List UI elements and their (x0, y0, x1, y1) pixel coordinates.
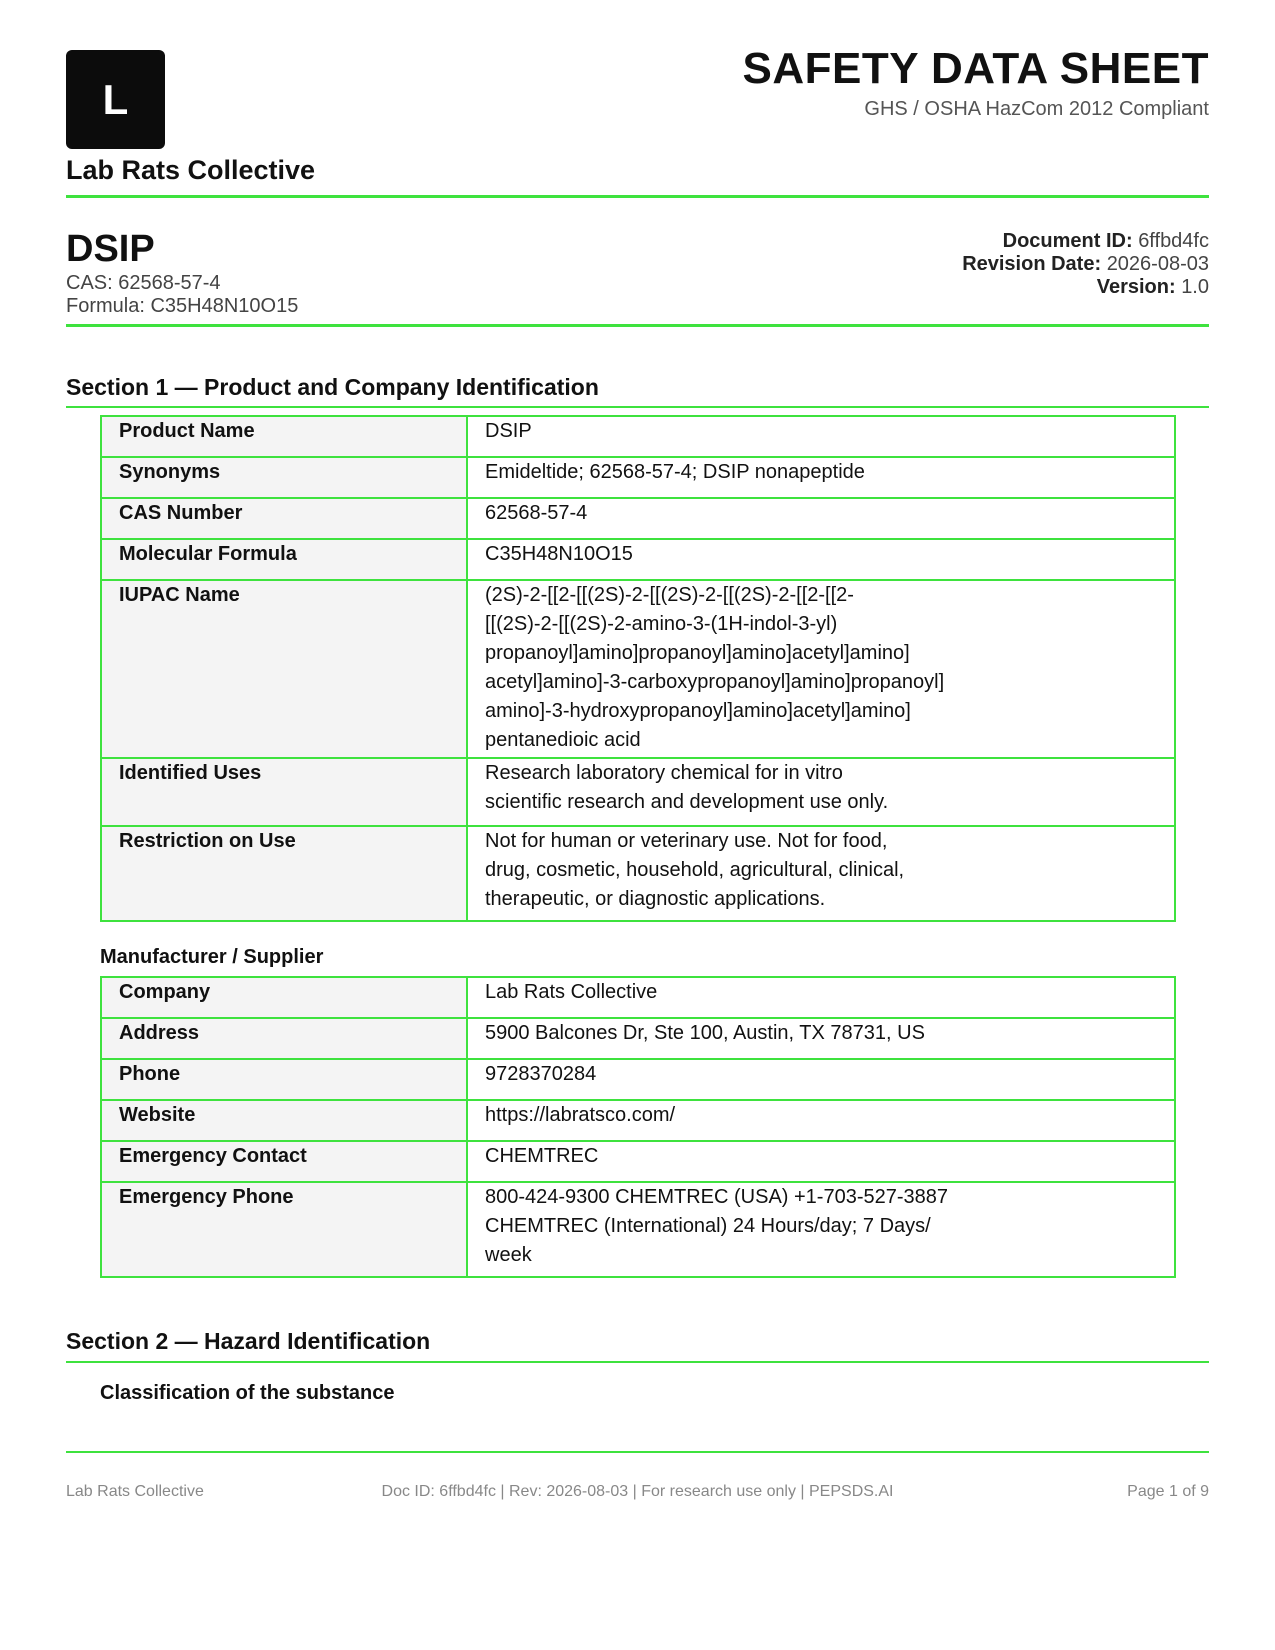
row-value: 800-424-9300 CHEMTREC (USA) +1-703-527-3887 CHEMTREC (International) 24 Hours/day; 7 Days/ week (467, 1182, 1175, 1277)
row-value: Emideltide; 62568-57-4; DSIP nonapeptide (467, 457, 1175, 498)
footer-divider (66, 1451, 1209, 1453)
row-key: CAS Number (101, 498, 467, 539)
row-key: Company (101, 977, 467, 1018)
document-id-label: Document ID: (1002, 230, 1133, 252)
table-row (101, 826, 1175, 921)
version-line (962, 276, 1209, 299)
row-value: 62568-57-4 (467, 498, 1175, 539)
row-key: Emergency Contact (101, 1141, 467, 1182)
row-key: Emergency Phone (101, 1182, 467, 1277)
row-key: Molecular Formula (101, 539, 467, 580)
logo-letter: L (102, 75, 129, 123)
revision-date-value: 2026-08-03 (1106, 253, 1209, 275)
row-key: Website (101, 1100, 467, 1141)
product-divider (66, 324, 1209, 327)
document-id-line (962, 230, 1209, 253)
table-row (101, 758, 1175, 826)
row-value: 5900 Balcones Dr, Ste 100, Austin, TX 78731, US (467, 1018, 1175, 1059)
supplier-table (100, 976, 1176, 1278)
supplier-heading: Manufacturer / Supplier (100, 946, 324, 968)
table-row (101, 1141, 1175, 1182)
row-key: IUPAC Name (101, 580, 467, 758)
row-value: DSIP (467, 416, 1175, 457)
row-key: Restriction on Use (101, 826, 467, 921)
table-row (101, 1018, 1175, 1059)
row-key: Synonyms (101, 457, 467, 498)
version-label: Version: (1096, 276, 1176, 298)
product-formula: Formula: C35H48N10O15 (66, 295, 299, 317)
product-cas: CAS: 62568-57-4 (66, 272, 221, 294)
table-row (101, 498, 1175, 539)
table-row (101, 416, 1175, 457)
row-value: Lab Rats Collective (467, 977, 1175, 1018)
classification-heading: Classification of the substance (100, 1382, 395, 1404)
row-value: https://labratsco.com/ (467, 1100, 1175, 1141)
document-subtitle: GHS / OSHA HazCom 2012 Compliant (864, 98, 1209, 120)
footer-company: Lab Rats Collective (66, 1483, 204, 1500)
table-row (101, 1100, 1175, 1141)
row-key: Identified Uses (101, 758, 467, 826)
version-value: 1.0 (1181, 276, 1209, 298)
section-1-divider (66, 406, 1209, 408)
section-2-divider (66, 1361, 1209, 1363)
table-row (101, 539, 1175, 580)
product-identification-table (100, 415, 1176, 922)
row-key: Address (101, 1018, 467, 1059)
sds-page (66, 0, 1209, 1650)
row-value: (2S)-2-[[2-[[(2S)-2-[[(2S)-2-[[(2S)-2-[[2-[[2- [[(2S)-2-[[(2S)-2-amino-3-(1H-indol-3-yl) propanoyl]amino]propanoyl]amino]acetyl]amino] acetyl]amino]-3-carboxypropanoyl]amino]propanoyl] amino]-3-hydroxypropanoyl]amino]acetyl]amino] pentanedioic acid (467, 580, 1175, 758)
revision-date-line (962, 253, 1209, 276)
document-id-value: 6ffbd4fc (1138, 230, 1209, 252)
section-1-title: Section 1 — Product and Company Identification (66, 374, 599, 400)
row-value: 9728370284 (467, 1059, 1175, 1100)
footer-page-number: Page 1 of 9 (1127, 1483, 1209, 1500)
product-title: DSIP (66, 228, 155, 270)
document-title: SAFETY DATA SHEET (742, 44, 1209, 93)
company-name: Lab Rats Collective (66, 155, 316, 185)
row-value: Not for human or veterinary use. Not for food, drug, cosmetic, household, agricultural, clinical, therapeutic, or diagnostic applications. (467, 826, 1175, 921)
row-key: Phone (101, 1059, 467, 1100)
table-row (101, 457, 1175, 498)
table-row (101, 1182, 1175, 1277)
document-meta (962, 230, 1209, 299)
row-key: Product Name (101, 416, 467, 457)
table-row (101, 977, 1175, 1018)
row-value: CHEMTREC (467, 1141, 1175, 1182)
header-divider (66, 195, 1209, 198)
table-row (101, 1059, 1175, 1100)
row-value: Research laboratory chemical for in vitro scientific research and development use only. (467, 758, 1175, 826)
footer-doc-info: Doc ID: 6ffbd4fc | Rev: 2026-08-03 | For research use only | PEPSDS.AI (381, 1483, 894, 1500)
company-logo (66, 50, 165, 149)
table-row (101, 580, 1175, 758)
section-2-title: Section 2 — Hazard Identification (66, 1328, 431, 1354)
revision-date-label: Revision Date: (962, 253, 1102, 275)
row-value: C35H48N10O15 (467, 539, 1175, 580)
